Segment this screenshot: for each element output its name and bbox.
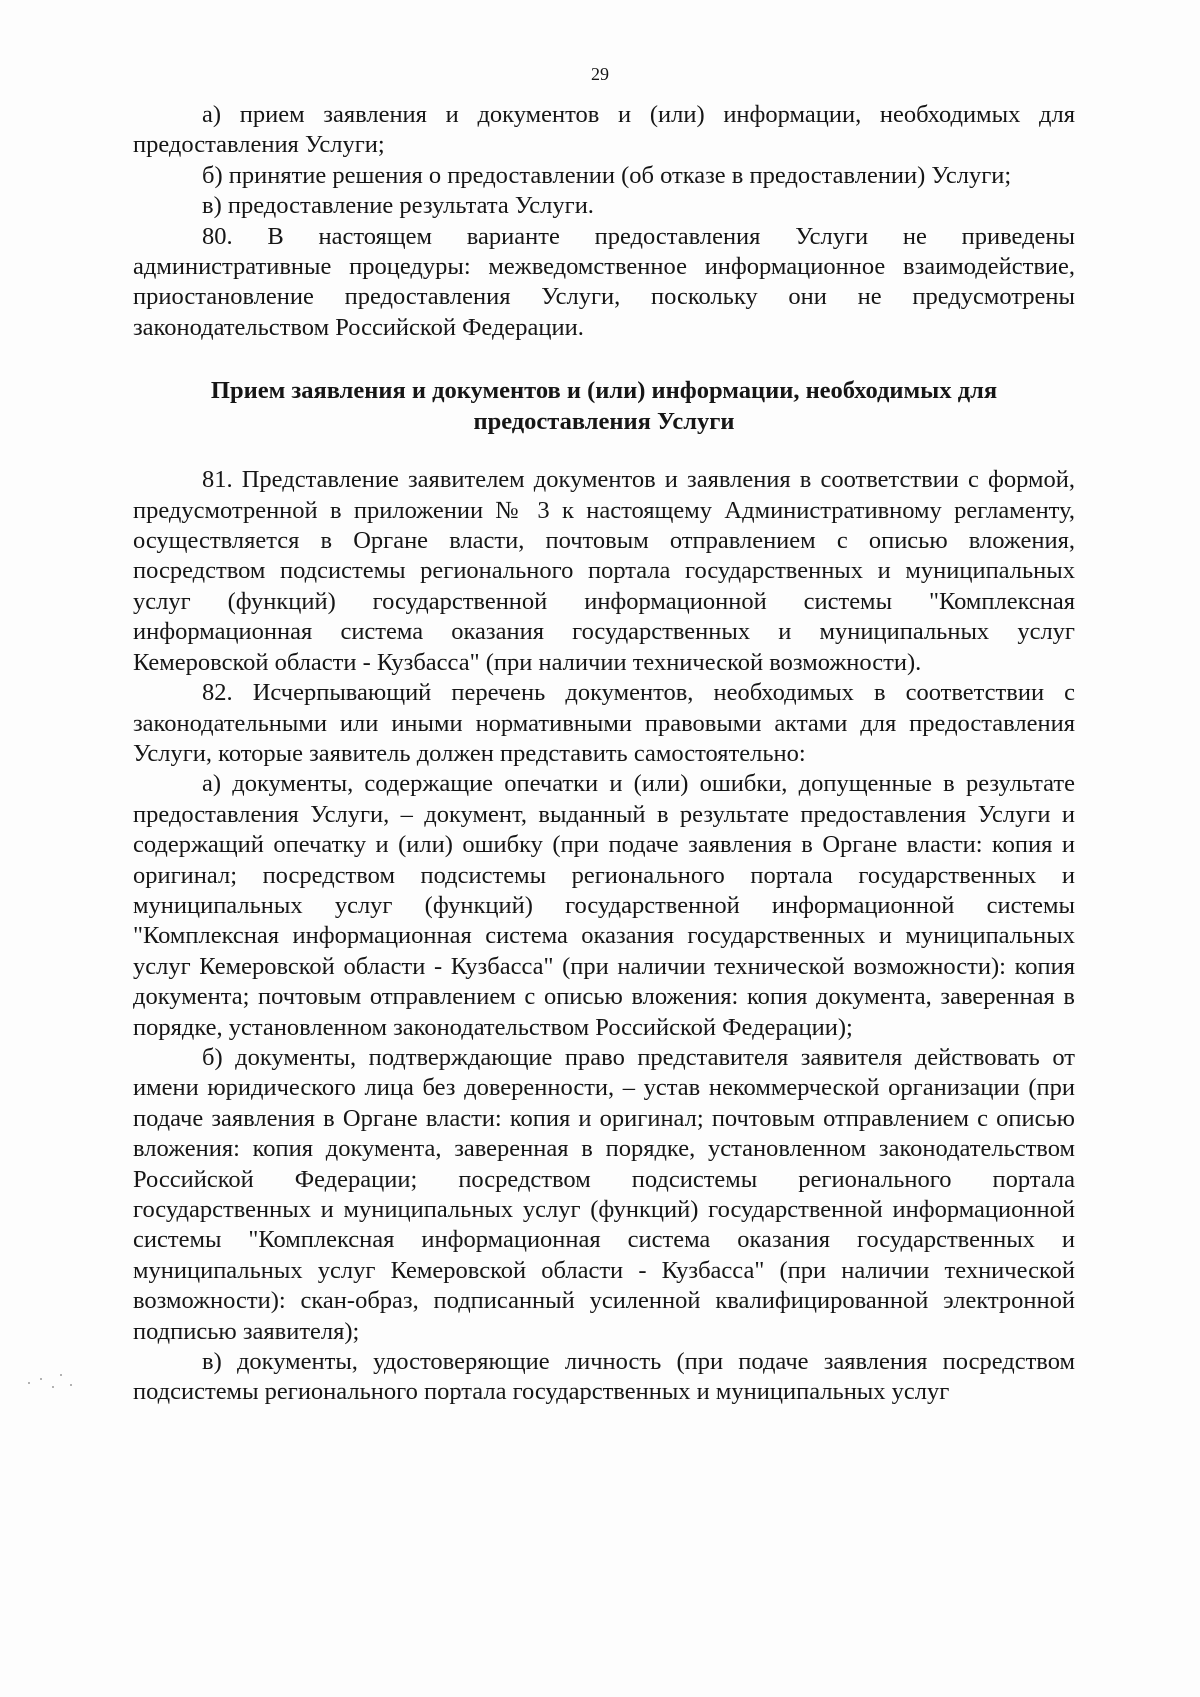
scan-speck (60, 1374, 62, 1376)
scan-speck (28, 1382, 30, 1384)
list-item-v-result: в) предоставление результата Услуги. (202, 192, 594, 220)
clause-80: 80. В настоящем варианте предоставления Услуги не приведены административные процедуры: межведомственное информационное взаимодействие, приостановление предоставления Услуги, поскольку они не предусмотрены законодательством Российской Федерации. (133, 222, 1075, 341)
scan-speck (52, 1386, 54, 1388)
clause-82-item-b: б) документы, подтверждающие право представителя заявителя действовать от имени юридического лица без доверенности, – устав некоммерческой организации (при подаче заявления в Органе власти: копия и оригинал; почтовым отправлением с описью вложения: копия документа, заверенная в порядке, установленном законодательством Российской Федерации; посредством подсистемы регионального портала государственных и муниципальных услуг (функций) государственной информационной системы "Комплексная информационная система оказания государственных и муниципальных услуг Кемеровской области - Кузбасса" (при наличии технической возможности): скан-образ, подписанный усиленной квалифицированной электронной подписью заявителя); (133, 1043, 1075, 1345)
section-heading: Прием заявления и документов и (или) информации, необходимых для предоставления Услуги (210, 377, 998, 436)
page-number: 29 (591, 64, 609, 84)
scan-speck (40, 1378, 42, 1380)
clause-82-item-v: в) документы, удостоверяющие личность (при подаче заявления посредством подсистемы регионального портала государственных и муниципальных услуг (133, 1348, 1075, 1406)
list-item-b-decision: б) принятие решения о предоставлении (об отказе в предоставлении) Услуги; (202, 161, 1012, 189)
clause-82: 82. Исчерпывающий перечень документов, необходимых в соответствии с законодательными или иными нормативными правовыми актами для предоставления Услуги, которые заявитель должен представить самостоятельно: (133, 679, 1075, 767)
document-body (133, 100, 1075, 1408)
clause-82-item-a: а) документы, содержащие опечатки и (или) ошибки, допущенные в результате предоставления Услуги, – документ, выданный в результате предоставления Услуги и содержащий опечатку и (или) ошибку (при подаче заявления в Органе власти: копия и оригинал; посредством подсистемы регионального портала государственных и муниципальных услуг (функций) государственной информационной системы "Комплексная информационная система оказания государственных и муниципальных услуг Кемеровской области - Кузбасса" (при наличии технической возможности): копия документа; почтовым отправлением с описью вложения: копия документа, заверенная в порядке, установленном законодательством Российской Федерации); (133, 770, 1075, 1041)
clause-81: 81. Представление заявителем документов и заявления в соответствии с формой, предусмотренной в приложении № 3 к настоящему Административному регламенту, осуществляется в Органе власти, почтовым отправлением с описью вложения, посредством подсистемы регионального портала государственных и муниципальных услуг (функций) государственной информационной системы "Комплексная информационная система оказания государственных и муниципальных услуг Кемеровской области - Кузбасса" (при наличии технической возможности). (133, 466, 1075, 676)
scan-speck (70, 1384, 72, 1386)
list-item-a-reception: а) прием заявления и документов и (или) информации, необходимых для предоставления Услуги; (133, 101, 1075, 159)
